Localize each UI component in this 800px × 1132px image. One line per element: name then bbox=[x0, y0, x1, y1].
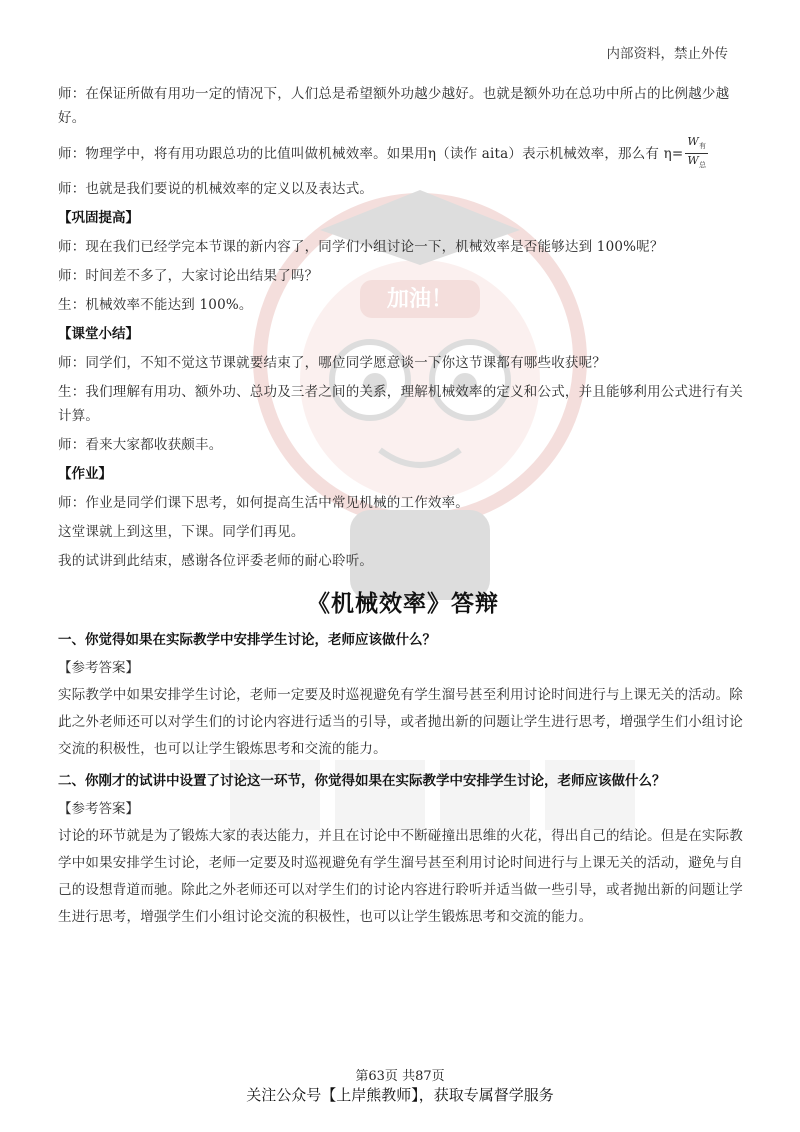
paragraph-12: 我的试讲到此结束，感谢各位评委老师的耐心聆听。 bbox=[58, 553, 374, 570]
paragraph-11: 这堂课就上到这里，下课。同学们再见。 bbox=[58, 524, 305, 541]
paragraph-7: 师：同学们，不知不觉这节课就要结束了，哪位同学愿意谈一下你这节课都有哪些收获呢？ bbox=[58, 355, 606, 372]
answer-2-label: 【参考答案】 bbox=[58, 801, 139, 818]
page-number: 第63页 共87页 bbox=[355, 1069, 445, 1084]
answer-2: 讨论的环节就是为了锻炼大家的表达能力，并且在讨论中不断碰撞出思维的火花，得出自己的结论。但是在实际教学中如果安排学生讨论，老师一定要及时巡视避免有学生溜号甚至利用讨论时间进行与上课无关的活动，避免与自己的设想背道而驰。除此之外老师还可以对学生们的讨论内容进行聆听并适当做一些引导，或者抛出新的问题让学生进行思考，增强学生们小组讨论交流的积极性，也可以让学生锻炼思考和交流的能力。 bbox=[58, 828, 743, 926]
confidential-note: 内部资料，禁止外传 bbox=[606, 46, 728, 62]
question-1: 一、你觉得如果在实际教学中安排学生讨论，老师应该做什么？ bbox=[58, 632, 436, 649]
paragraph-1: 师：在保证所做有用功一定的情况下，人们总是希望额外功越少越好。也就是额外功在总功中所占的比例越少越好。 bbox=[58, 86, 730, 126]
section-summary: 【课堂小结】 bbox=[58, 326, 139, 343]
paragraph-9: 师：看来大家都收获颇丰。 bbox=[58, 437, 223, 454]
paragraph-10: 师：作业是同学们课下思考，如何提高生活中常见机械的工作效率。 bbox=[58, 495, 469, 512]
paragraph-4: 师：现在我们已经学完本节课的新内容了，同学们小组讨论一下，机械效率是否能够达到 100%呢？ bbox=[58, 239, 664, 256]
paragraph-6: 生：机械效率不能达到 100%。 bbox=[58, 297, 253, 314]
watermark-badge-text: 加油！ bbox=[386, 286, 454, 312]
defense-title: 《机械效率》答辩 bbox=[307, 590, 499, 618]
document-body bbox=[58, 82, 748, 936]
paragraph-2-text: 师：物理学中，将有用功跟总功的比值叫做机械效率。如果用η（读作 aita）表示机械效率，那么有 η= bbox=[58, 145, 684, 162]
efficiency-formula: $\frac{W_有}{W_总}$ bbox=[687, 135, 707, 170]
paragraph-5: 师：时间差不多了，大家讨论出结果了吗？ bbox=[58, 268, 319, 285]
answer-1: 实际教学中如果安排学生讨论，老师一定要及时巡视避免有学生溜号甚至利用讨论时间进行与上课无关的活动。除此之外老师还可以对学生们的讨论内容进行适当的引导，或者抛出新的问题让学生进行思考，增强学生们小组讨论交流的积极性，也可以让学生锻炼思考和交流的能力。 bbox=[58, 687, 743, 758]
paragraph-2 bbox=[58, 135, 748, 172]
paragraph-3: 师：也就是我们要说的机械效率的定义以及表达式。 bbox=[58, 181, 374, 198]
section-homework: 【作业】 bbox=[58, 466, 112, 483]
promo-footer: 关注公众号【上岸熊教师】，获取专属督学服务 bbox=[246, 1086, 554, 1104]
paragraph-8: 生：我们理解有用功、额外功、总功及三者之间的关系，理解机械效率的定义和公式，并且能够利用公式进行有关计算。 bbox=[58, 384, 743, 425]
question-2: 二、你刚才的试讲中设置了讨论这一环节，你觉得如果在实际教学中安排学生讨论，老师应该做什么？ bbox=[58, 773, 666, 790]
section-consolidate: 【巩固提高】 bbox=[58, 210, 139, 227]
answer-1-label: 【参考答案】 bbox=[58, 660, 139, 677]
